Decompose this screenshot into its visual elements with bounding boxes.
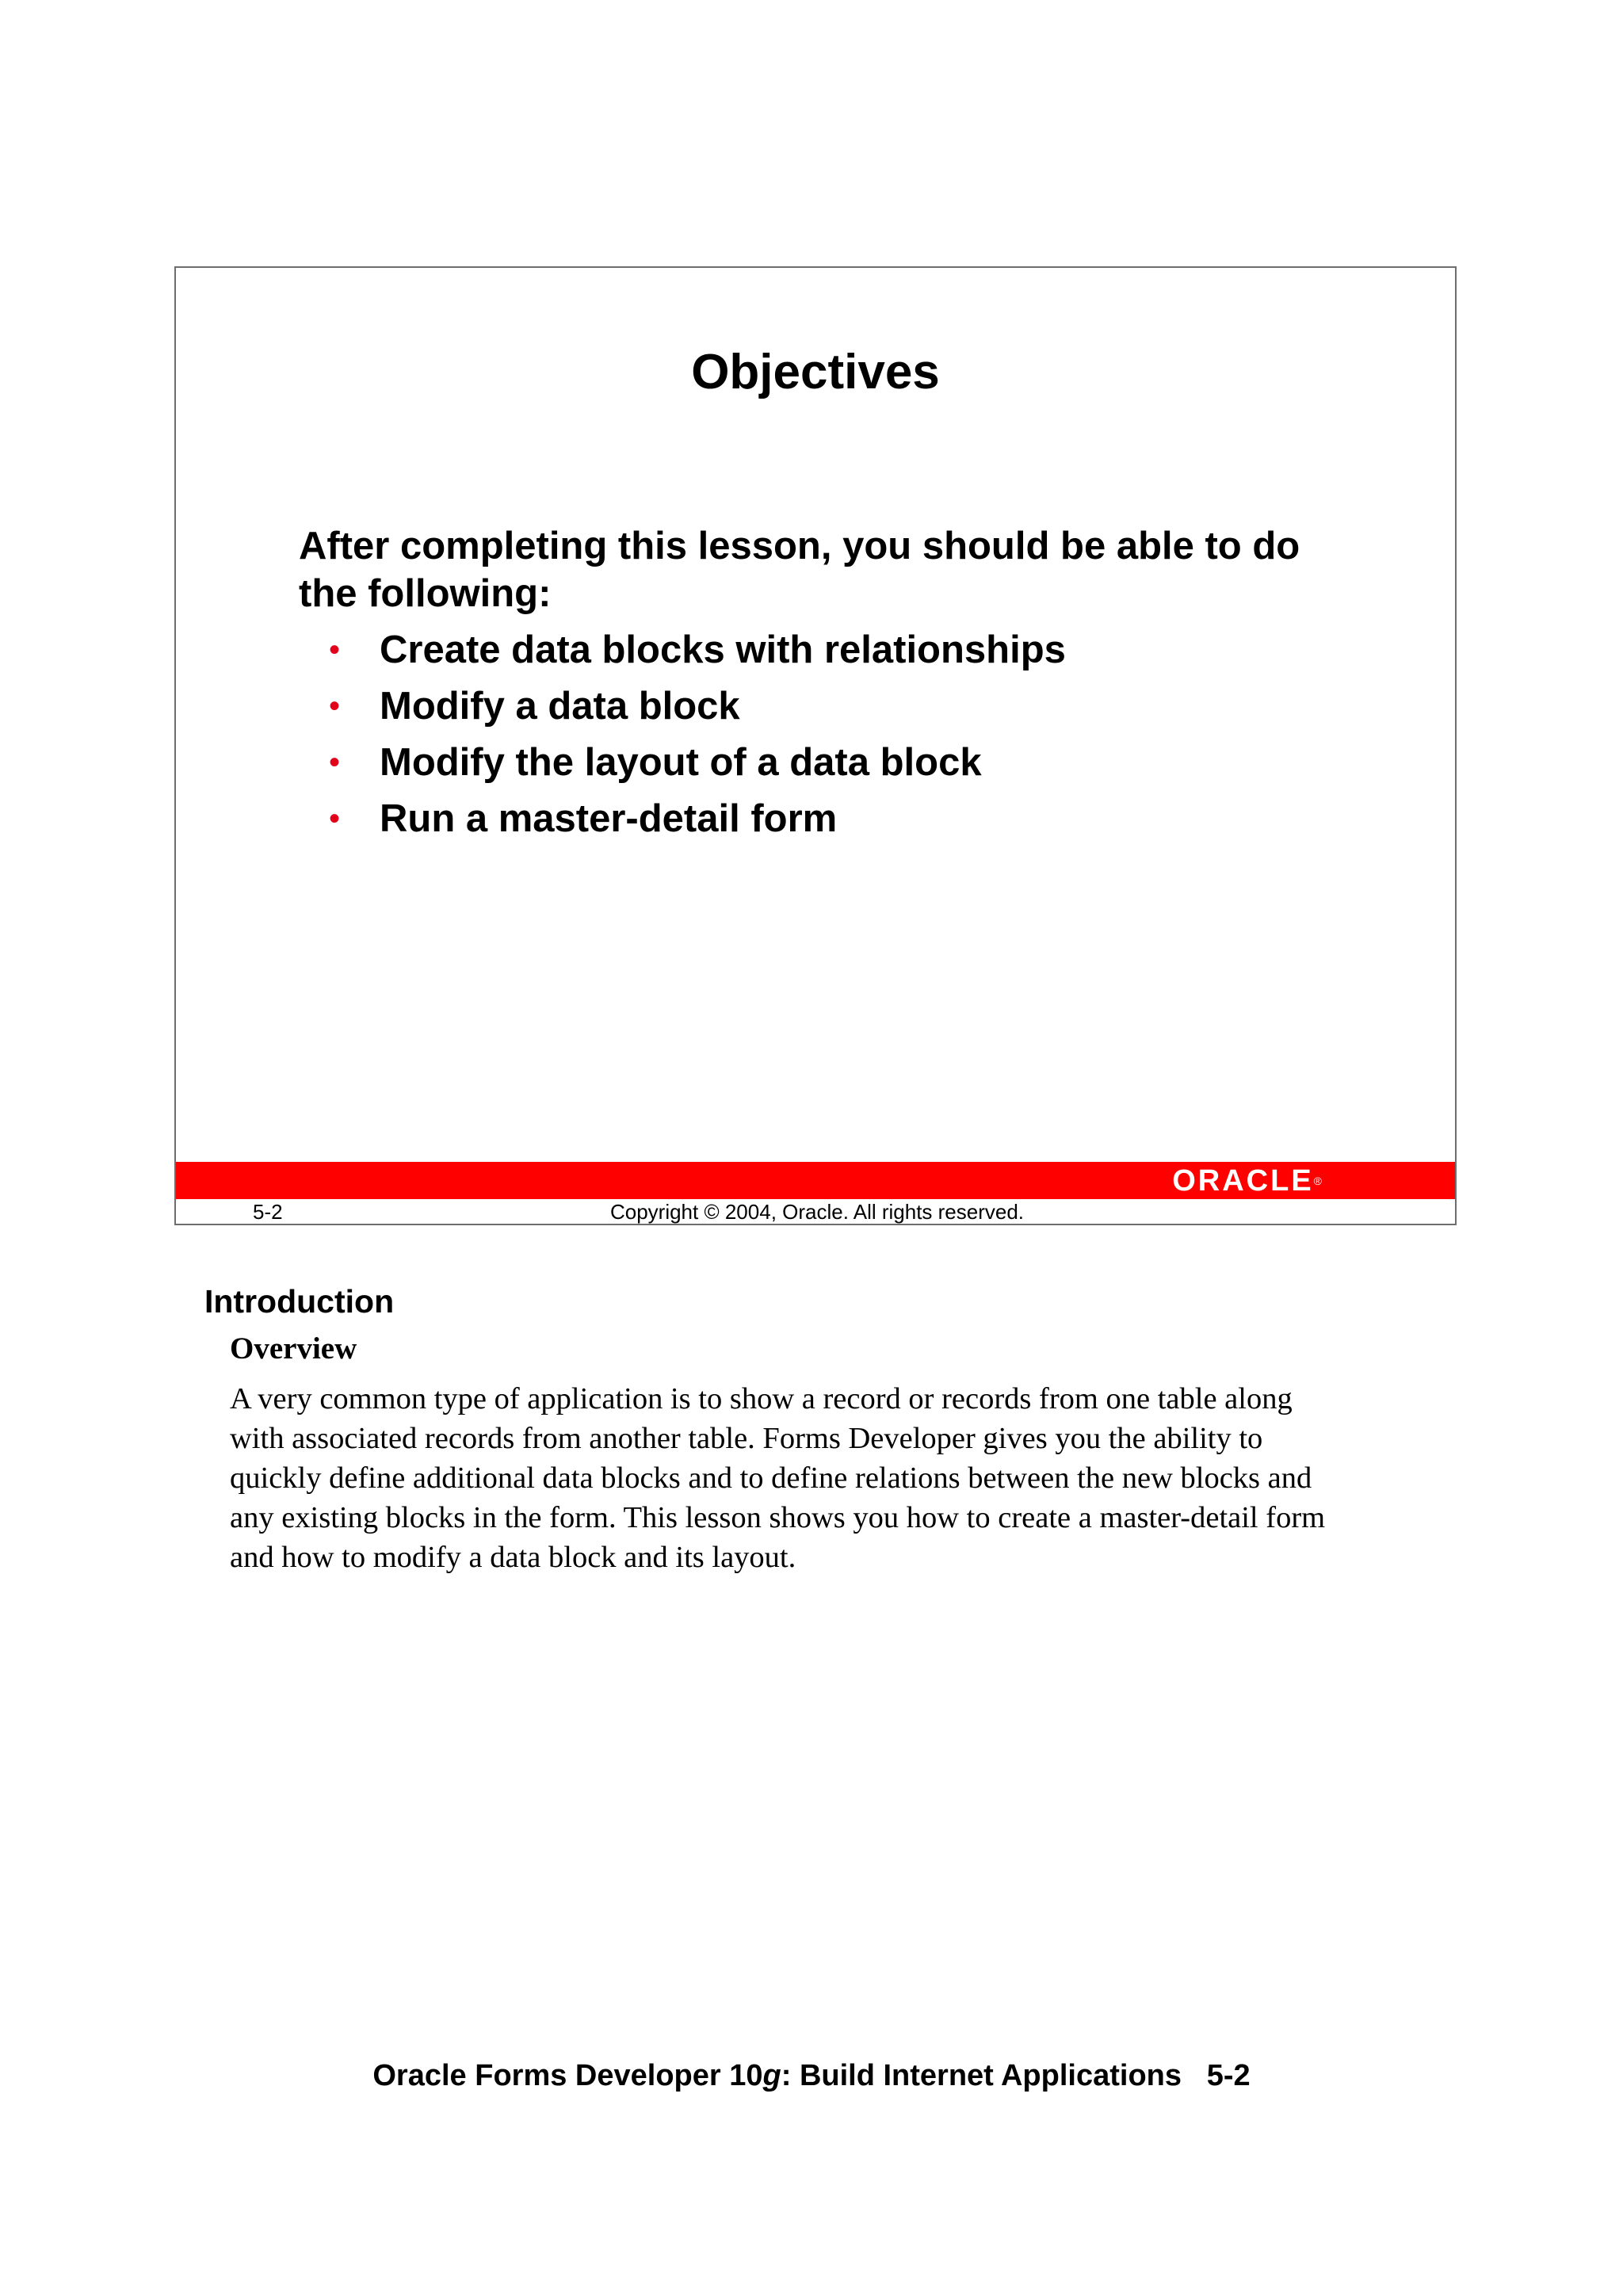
brand-band: [176, 1162, 1455, 1199]
bullet-icon: •: [329, 745, 341, 780]
slide-footer: [176, 1199, 1455, 1225]
slide: [174, 266, 1457, 1225]
slide-number: 5-2: [253, 1200, 283, 1224]
logo-text: ORACLE: [1172, 1164, 1314, 1198]
body-line: and how to modify a data block and its layout.: [230, 1541, 796, 1574]
body-line: with associated records from another table. Forms Developer gives you the ability to: [230, 1422, 1263, 1455]
bullet-icon: •: [329, 632, 341, 667]
body-line: any existing blocks in the form. This lesson shows you how to create a master-detail form: [230, 1501, 1326, 1534]
body-paragraph: [230, 1379, 1466, 1577]
objective-text: Modify the layout of a data block: [380, 741, 982, 784]
objective-text: Create data blocks with relationships: [380, 628, 1066, 671]
objective-text: Run a master-detail form: [380, 797, 838, 840]
footer-title-italic: g: [762, 2059, 781, 2092]
registered-mark: ®: [1313, 1175, 1322, 1187]
section-heading: Introduction: [204, 1283, 395, 1320]
footer-title-end: : Build Internet Applications: [781, 2059, 1182, 2092]
page-footer: [0, 2057, 1623, 2095]
objective-text: Modify a data block: [380, 685, 740, 728]
bullet-icon: •: [329, 689, 341, 724]
slide-intro: After completing this lesson, you should be able to do the following:: [299, 525, 1300, 615]
copyright-text: Copyright © 2004, Oracle. All rights reserved.: [609, 1200, 1025, 1224]
bullet-icon: •: [329, 801, 341, 836]
body-line: A very common type of application is to show a record or records from one table along: [230, 1382, 1293, 1415]
slide-title: Objectives: [691, 345, 940, 399]
sub-heading: Overview: [230, 1331, 357, 1366]
body-line: quickly define additional data blocks and to define relations between the new blocks and: [230, 1461, 1312, 1495]
oracle-logo: [1172, 1165, 1322, 1197]
footer-title-start: Oracle Forms Developer 10: [372, 2059, 763, 2092]
footer-page-number: 5-2: [1206, 2059, 1251, 2092]
